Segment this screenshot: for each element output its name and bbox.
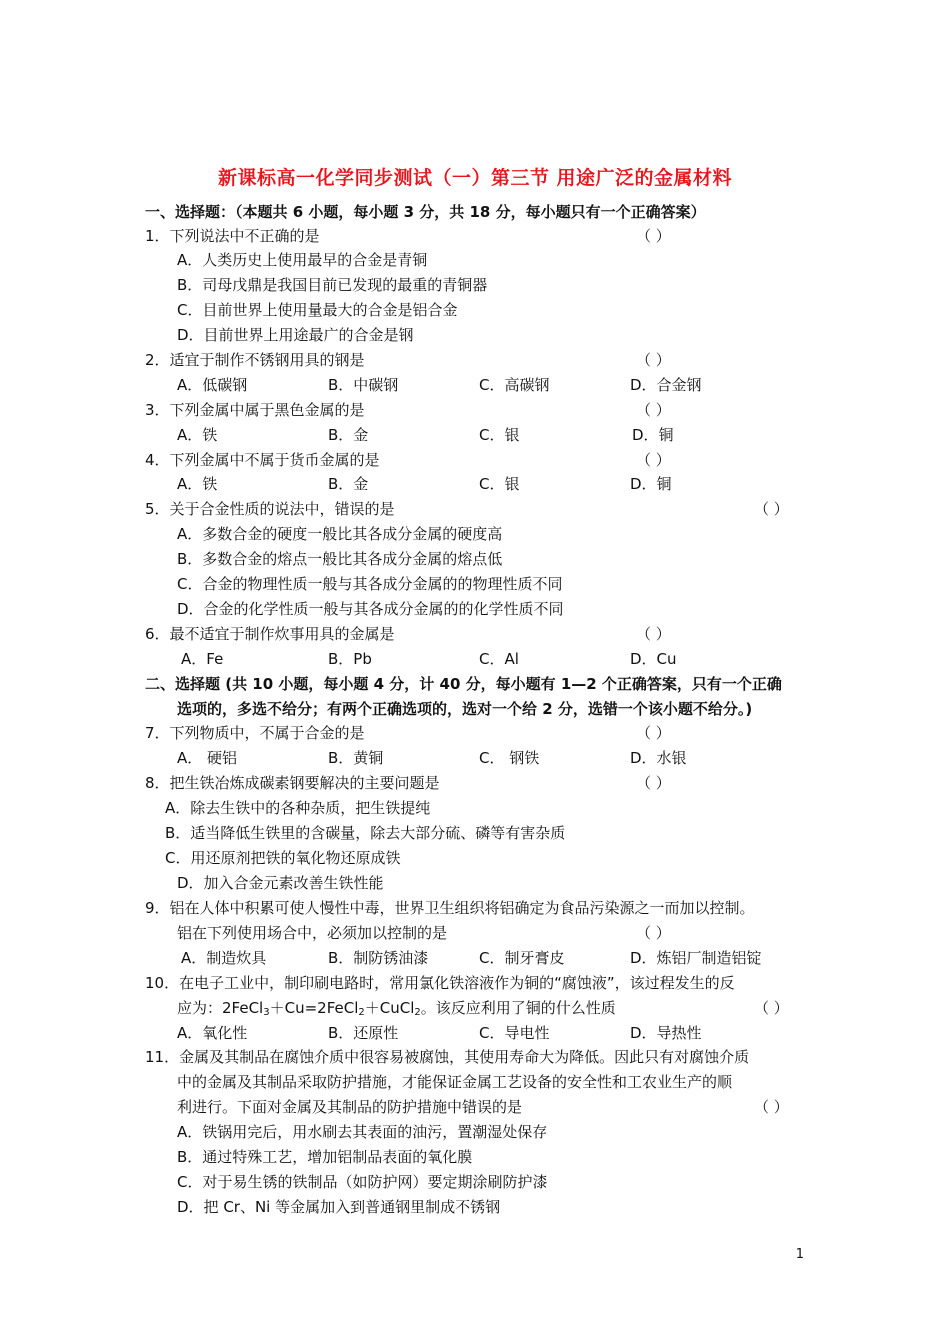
q1-option-d: D．目前世界上用途最广的合金是钢 xyxy=(177,326,414,344)
q4-option-b: B．金 xyxy=(328,475,369,493)
q9-option-a: A．制造炊具 xyxy=(181,949,267,967)
q10-option-d: D．导热性 xyxy=(630,1024,702,1042)
q2-option-c: C．高碳钢 xyxy=(479,376,550,394)
q1-option-b: B．司母戊鼎是我国目前已发现的最重的青铜器 xyxy=(177,276,488,294)
q6-option-c: C．Al xyxy=(479,650,519,668)
q10-subscript-2b: 2 xyxy=(414,1007,421,1018)
q8-option-d: D．加入合金元素改善生铁性能 xyxy=(177,874,384,892)
section-2-heading-cont: 选项的，多选不给分；有两个正确选项的，选对一个给 2 分，选错一个该小题不给分。) xyxy=(177,700,753,718)
q2-option-a: A．低碳钢 xyxy=(177,376,248,394)
q3-option-b: B．金 xyxy=(328,426,369,444)
q9-answer-blank: （ ） xyxy=(636,924,671,942)
q10-answer-blank: （ ） xyxy=(754,999,789,1017)
q3-stem: 3．下列金属中属于黑色金属的是 xyxy=(145,401,365,419)
q8-answer-blank: （ ） xyxy=(636,774,671,792)
q6-option-b: B．Pb xyxy=(328,650,372,668)
q4-stem: 4．下列金属中不属于货币金属的是 xyxy=(145,451,380,469)
q7-answer-blank: （ ） xyxy=(636,724,671,742)
q4-option-d: D．铜 xyxy=(630,475,672,493)
q5-option-d: D．合金的化学性质一般与其各成分金属的的化学性质不同 xyxy=(177,600,564,618)
q2-option-d: D．合金钢 xyxy=(630,376,702,394)
q1-option-a: A．人类历史上使用最早的合金是青铜 xyxy=(177,251,428,269)
q7-option-b: B．黄铜 xyxy=(328,749,384,767)
q8-option-b: B．适当降低生铁里的含碳量，除去大部分硫、磷等有害杂质 xyxy=(165,824,566,842)
q4-answer-blank: （ ） xyxy=(636,451,671,469)
q9-stem: 9．铝在人体中积累可使人慢性中毒，世界卫生组织将铝确定为食品污染源之一而加以控制。 xyxy=(145,899,755,917)
section-2-heading: 二、选择题 (共 10 小题，每小题 4 分，计 40 分，每小题有 1—2 个正确答案，只有一个正确 xyxy=(145,675,782,693)
q6-answer-blank: （ ） xyxy=(636,625,671,643)
q11-answer-blank: （ ） xyxy=(754,1098,789,1116)
section-1-heading: 一、选择题：（本题共 6 小题，每小题 3 分，共 18 分，每小题只有一个正确答案） xyxy=(145,203,706,221)
q5-option-a: A．多数合金的硬度一般比其各成分金属的硬度高 xyxy=(177,525,503,543)
q8-option-c: C．用还原剂把铁的氧化物还原成铁 xyxy=(165,849,401,867)
q10-equation-part3: ＋CuCl xyxy=(364,999,415,1017)
q7-option-d: D．水银 xyxy=(630,749,687,767)
q3-answer-blank: （ ） xyxy=(636,401,671,419)
q7-stem: 7．下列物质中，不属于合金的是 xyxy=(145,724,365,742)
q4-option-c: C．银 xyxy=(479,475,520,493)
q6-stem: 6．最不适宜于制作炊事用具的金属是 xyxy=(145,625,395,643)
q5-stem: 5．关于合金性质的说法中，错误的是 xyxy=(145,500,395,518)
q4-option-a: A．铁 xyxy=(177,475,218,493)
q9-option-b: B．制防锈油漆 xyxy=(328,949,429,967)
q11-stem-cont-1: 中的金属及其制品采取防护措施，才能保证金属工艺设备的安全性和工农业生产的顺 xyxy=(177,1073,733,1091)
page-number: 1 xyxy=(795,1247,804,1262)
q10-question-text: 。该反应利用了铜的什么性质 xyxy=(420,999,616,1017)
q1-answer-blank: （ ） xyxy=(636,227,671,245)
q2-answer-blank: （ ） xyxy=(636,351,671,369)
q9-option-c: C．制牙膏皮 xyxy=(479,949,565,967)
q10-stem: 10．在电子工业中，制印刷电路时，常用氯化铁溶液作为铜的“腐蚀液”，该过程发生的反 xyxy=(145,974,735,992)
q3-option-a: A．铁 xyxy=(177,426,218,444)
q11-stem: 11．金属及其制品在腐蚀介质中很容易被腐蚀，其使用寿命大为降低。因此只有对腐蚀介质 xyxy=(145,1048,750,1066)
q6-option-a: A．Fe xyxy=(181,650,224,668)
q5-answer-blank: （ ） xyxy=(754,500,789,518)
q8-option-a: A．除去生铁中的各种杂质，把生铁提纯 xyxy=(165,799,431,817)
q10-equation-part1: 应为：2FeCl xyxy=(177,999,264,1017)
q10-option-a: A．氧化性 xyxy=(177,1024,248,1042)
q8-stem: 8．把生铁冶炼成碳素钢要解决的主要问题是 xyxy=(145,774,440,792)
q1-stem: 1．下列说法中不正确的是 xyxy=(145,227,320,245)
q11-option-c: C．对于易生锈的铁制品（如防护网）要定期涂刷防护漆 xyxy=(177,1173,548,1191)
q11-option-d: D．把 Cr、Ni 等金属加入到普通钢里制成不锈钢 xyxy=(177,1198,501,1216)
q11-option-b: B．通过特殊工艺，增加铝制品表面的氧化膜 xyxy=(177,1148,473,1166)
q5-option-c: C．合金的物理性质一般与其各成分金属的的物理性质不同 xyxy=(177,575,563,593)
q10-subscript-2a: 2 xyxy=(358,1007,365,1018)
q1-option-c: C．目前世界上使用量最大的合金是铝合金 xyxy=(177,301,458,319)
q7-option-a: A． 硬铝 xyxy=(177,749,238,767)
q3-option-c: C．银 xyxy=(479,426,520,444)
q5-option-b: B．多数合金的熔点一般比其各成分金属的熔点低 xyxy=(177,550,503,568)
q10-equation-part2: ＋Cu=2FeCl xyxy=(269,999,359,1017)
q2-stem: 2．适宜于制作不锈钢用具的钢是 xyxy=(145,351,365,369)
q7-option-c: C． 钢铁 xyxy=(479,749,540,767)
page-title: 新课标高一化学同步测试（一）第三节 用途广泛的金属材料 xyxy=(217,167,733,189)
q2-option-b: B．中碳钢 xyxy=(328,376,399,394)
q10-option-c: C．导电性 xyxy=(479,1024,550,1042)
q3-option-d: D．铜 xyxy=(632,426,674,444)
q10-option-b: B．还原性 xyxy=(328,1024,399,1042)
q11-stem-cont-2: 利进行。下面对金属及其制品的防护措施中错误的是 xyxy=(177,1098,523,1116)
q11-option-a: A．铁锅用完后，用水刷去其表面的油污，置潮湿处保存 xyxy=(177,1123,548,1141)
q10-subscript-3: 3 xyxy=(263,1007,270,1018)
q6-option-d: D．Cu xyxy=(630,650,677,668)
q9-option-d: D．炼铝厂制造铝锭 xyxy=(630,949,762,967)
q9-stem-cont: 铝在下列使用场合中，必须加以控制的是 xyxy=(177,924,448,942)
